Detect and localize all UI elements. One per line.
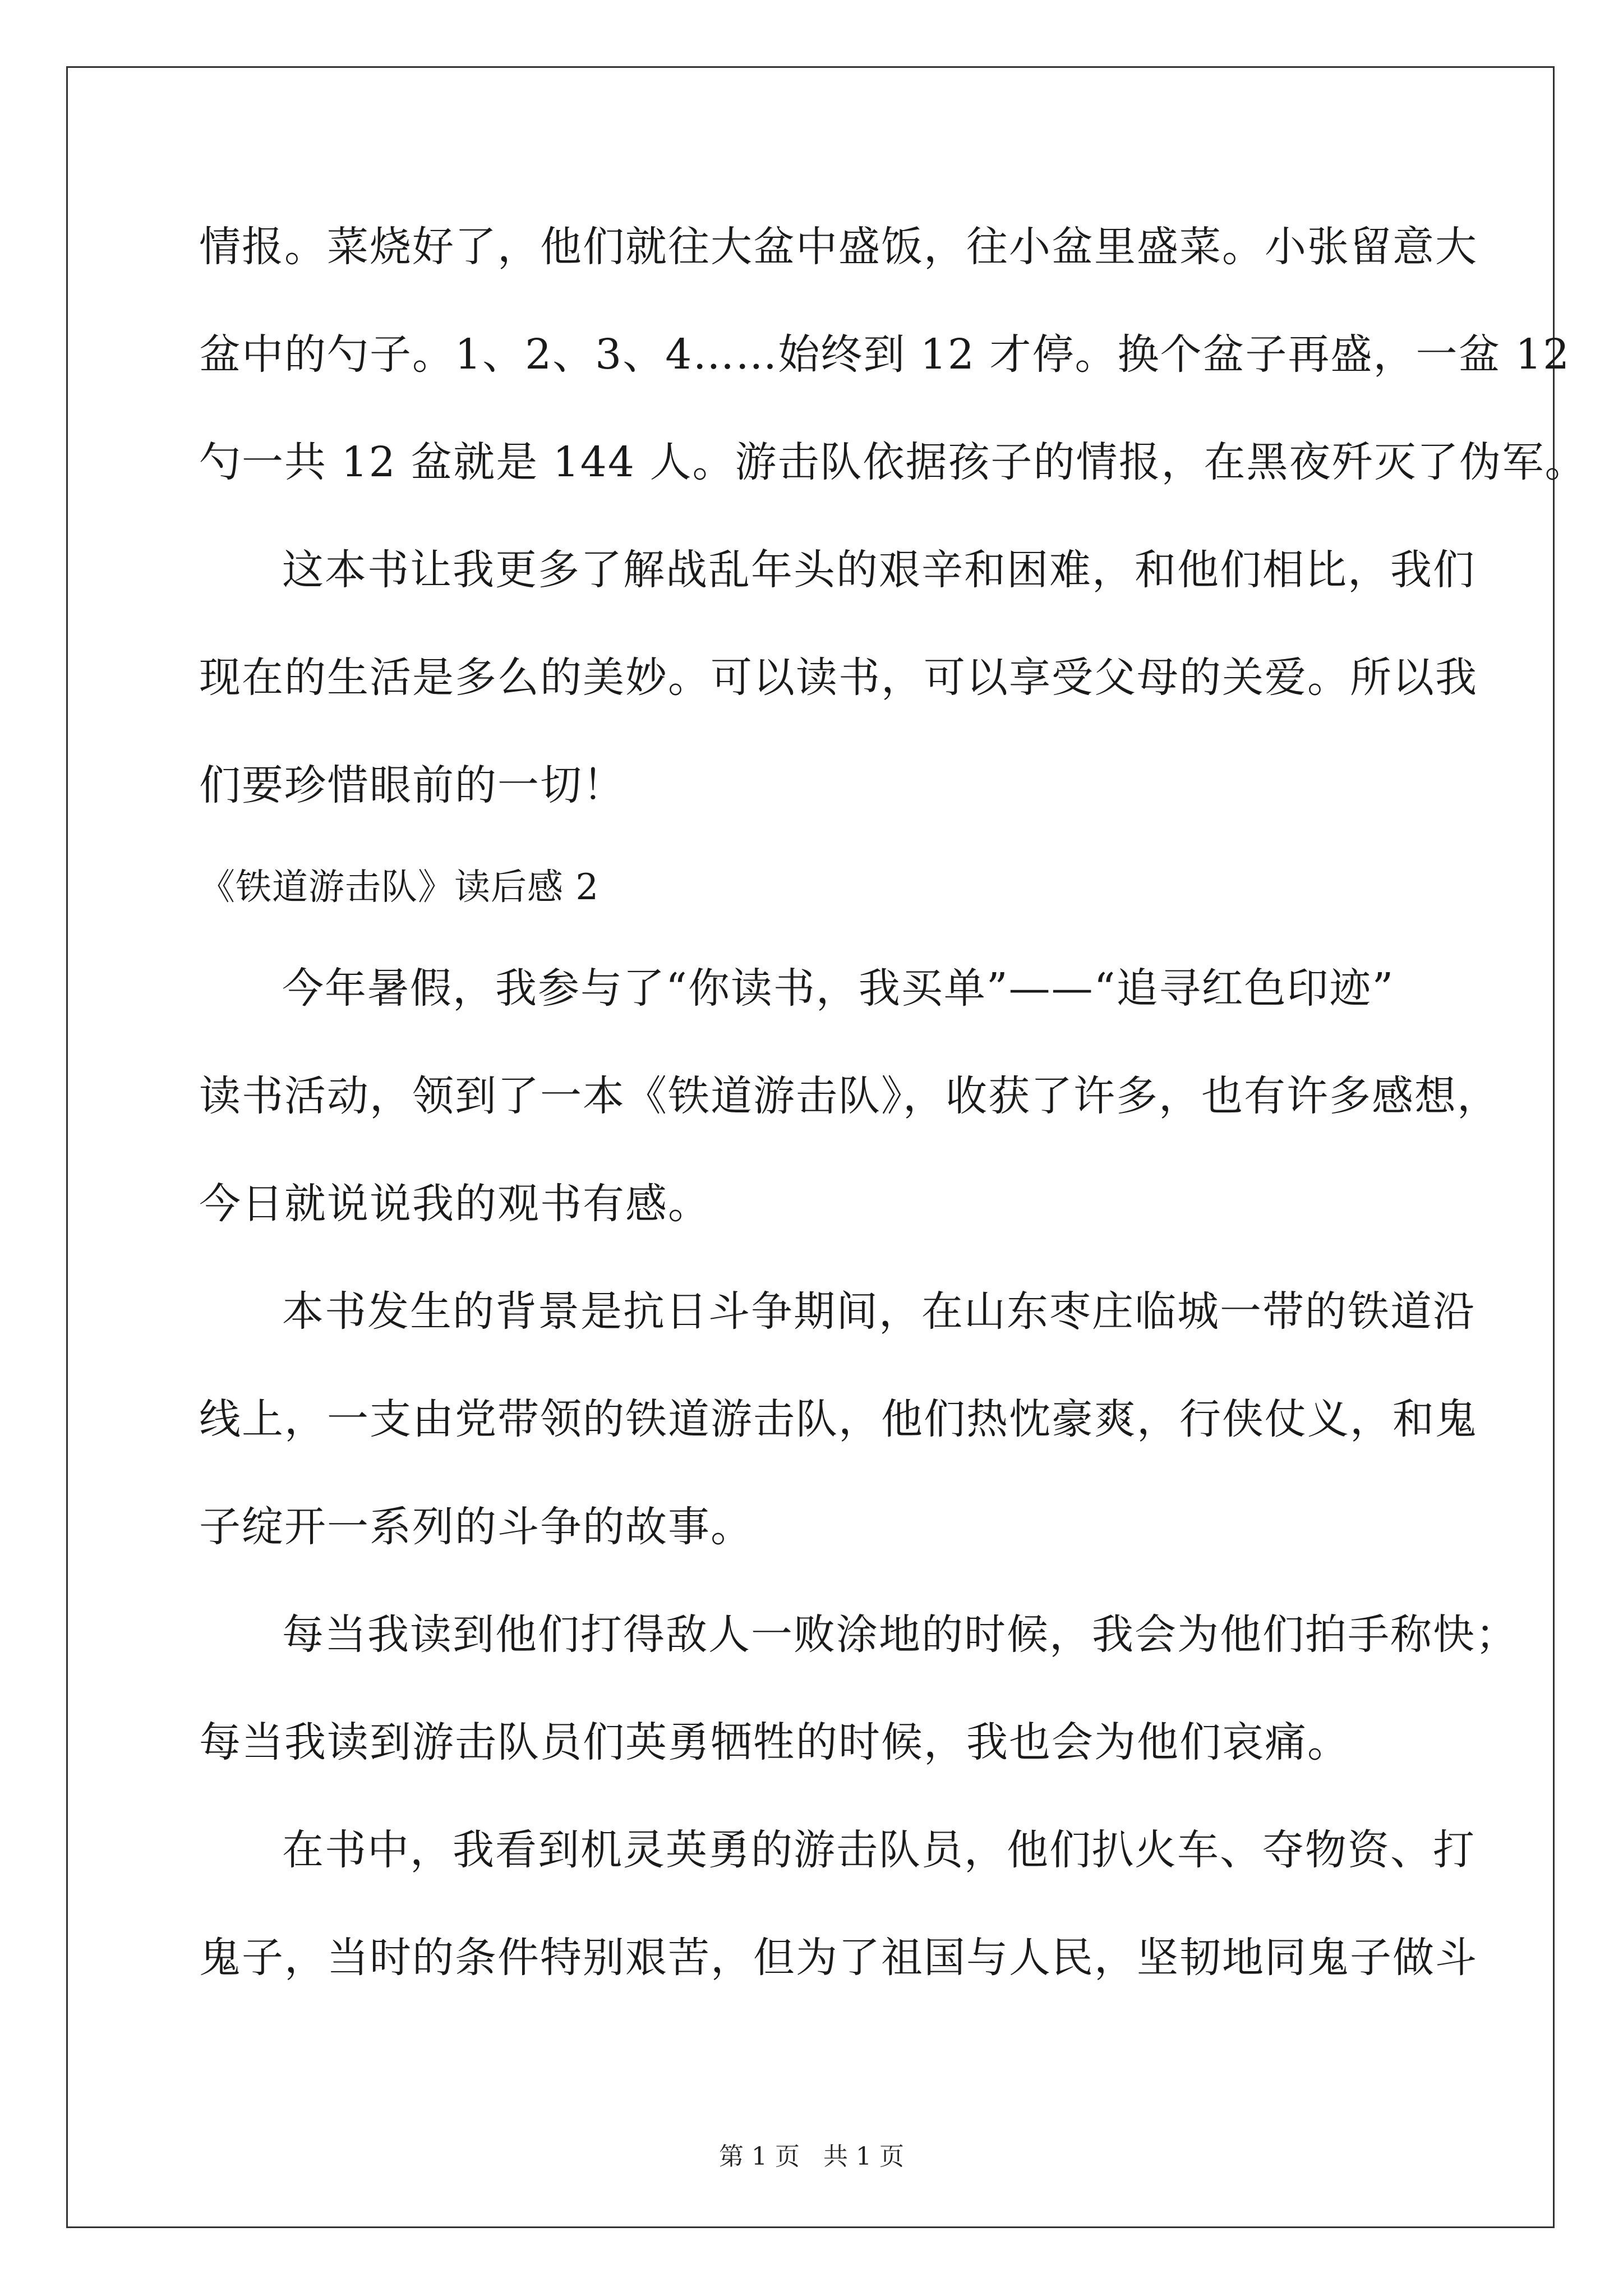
paragraph	[199, 1278, 1478, 1601]
text-line: 们要珍惜眼前的一切！	[199, 761, 625, 809]
paragraph	[199, 1816, 1478, 2032]
text-line: 鬼子，当时的条件特别艰苦，但为了祖国与人民，坚韧地同鬼子做斗	[199, 1934, 1478, 1982]
paragraph	[199, 213, 1588, 536]
paragraph	[199, 536, 1478, 859]
text-line: 每当我读到他们打得敌人一败涂地的时候，我会为他们拍手称快；	[282, 1611, 1518, 1659]
text-line: 线上，一支由党带领的铁道游击队，他们热忱豪爽，行侠仗义，和鬼	[199, 1395, 1478, 1443]
text-line: 读书活动，领到了一本《铁道游击队》，收获了许多，也有许多感想，	[199, 1072, 1500, 1120]
section-heading: 《铁道游击队》读后感 2	[199, 867, 600, 908]
text-line: 情报。菜烧好了，他们就往大盆中盛饭，往小盆里盛菜。小张留意大	[199, 223, 1478, 271]
text-line: 在书中，我看到机灵英勇的游击队员，他们扒火车、夺物资、打	[282, 1826, 1476, 1874]
document-body	[199, 213, 1588, 2032]
text-line: 盆中的勺子。1、2、3、4……始终到 12 才停。换个盆子再盛，一盆 12	[199, 330, 1571, 379]
text-line: 子绽开一系列的斗争的故事。	[199, 1503, 753, 1551]
paragraph	[199, 1601, 1518, 1816]
text-line: 勺一共 12 盆就是 144 人。游击队依据孩子的情报，在黑夜歼灭了伪军。	[199, 438, 1588, 486]
text-line: 本书发生的背景是抗日斗争期间，在山东枣庄临城一带的铁道沿	[282, 1287, 1476, 1336]
text-line: 今日就说说我的观书有感。	[199, 1180, 711, 1228]
text-line: 每当我读到游击队员们英勇牺牲的时候，我也会为他们哀痛。	[199, 1718, 1350, 1766]
paragraph	[199, 955, 1500, 1278]
text-line: 今年暑假，我参与了“你读书，我买单”——“追寻红色印迹”	[282, 964, 1395, 1013]
text-line: 这本书让我更多了解战乱年头的艰辛和困难，和他们相比，我们	[282, 546, 1476, 594]
text-line: 现在的生活是多么的美妙。可以读书，可以享受父母的关爱。所以我	[199, 654, 1478, 702]
page-footer: 第 1 页 共 1 页	[719, 2142, 904, 2171]
